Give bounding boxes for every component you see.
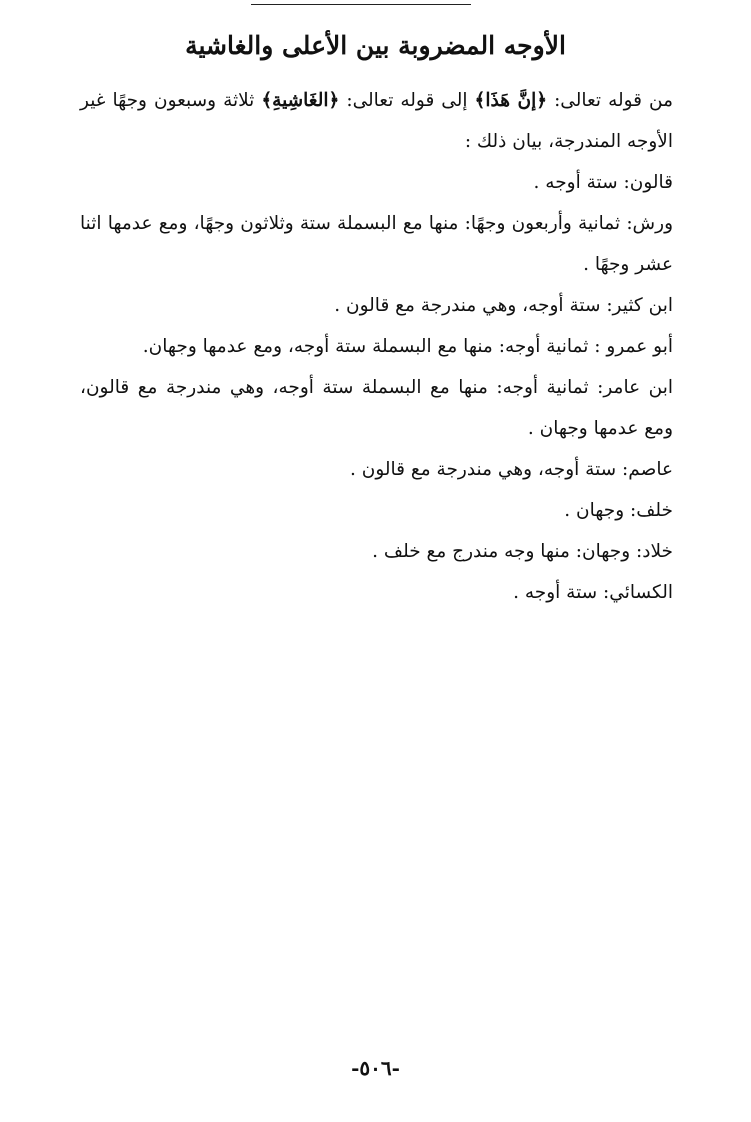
- intro-text-end: ثلاثة وسبعون وجهًا غير الأوجه المندرجة، بيان ذلك :: [80, 90, 673, 152]
- entry-ibn-amir: ابن عامر: ثمانية أوجه: منها مع البسملة ستة أوجه، وهي مندرجة مع قالون، ومع عدمها وجهان .: [80, 377, 673, 439]
- intro-paragraph: [80, 80, 673, 162]
- intro-text-start: من قوله تعالى:: [547, 90, 674, 111]
- entry-qalun: قالون: ستة أوجه .: [533, 172, 673, 193]
- entry-khalaf: خلف: وجهان .: [564, 500, 673, 521]
- entry-khallad: خلاد: وجهان: منها وجه مندرج مع خلف .: [372, 541, 673, 562]
- top-rule: [251, 4, 471, 5]
- intro-text-middle: إلى قوله تعالى:: [339, 90, 475, 111]
- body-text: [80, 80, 673, 613]
- entry-abu-amr: أبو عمرو : ثمانية أوجه: منها مع البسملة ستة أوجه، ومع عدمها وجهان.: [142, 336, 673, 357]
- entry-warsh: ورش: ثمانية وأربعون وجهًا: منها مع البسملة ستة وثلاثون وجهًا، ومع عدمها اثنا عشر وجهًا .: [80, 213, 673, 275]
- entry-ibn-kathir: ابن كثير: ستة أوجه، وهي مندرجة مع قالون .: [334, 295, 673, 316]
- quran-quote-start: ﴿إنَّ هَذَا﴾: [474, 90, 548, 111]
- entry-kisai: الكسائي: ستة أوجه .: [513, 582, 673, 603]
- page-number: -٥٠٦-: [351, 1056, 400, 1080]
- quran-quote-end: ﴿الغَاشِيةِ﴾: [261, 90, 340, 111]
- entry-asim: عاصم: ستة أوجه، وهي مندرجة مع قالون .: [350, 459, 673, 480]
- page-title: الأوجه المضروبة بين الأعلى والغاشية: [185, 31, 566, 60]
